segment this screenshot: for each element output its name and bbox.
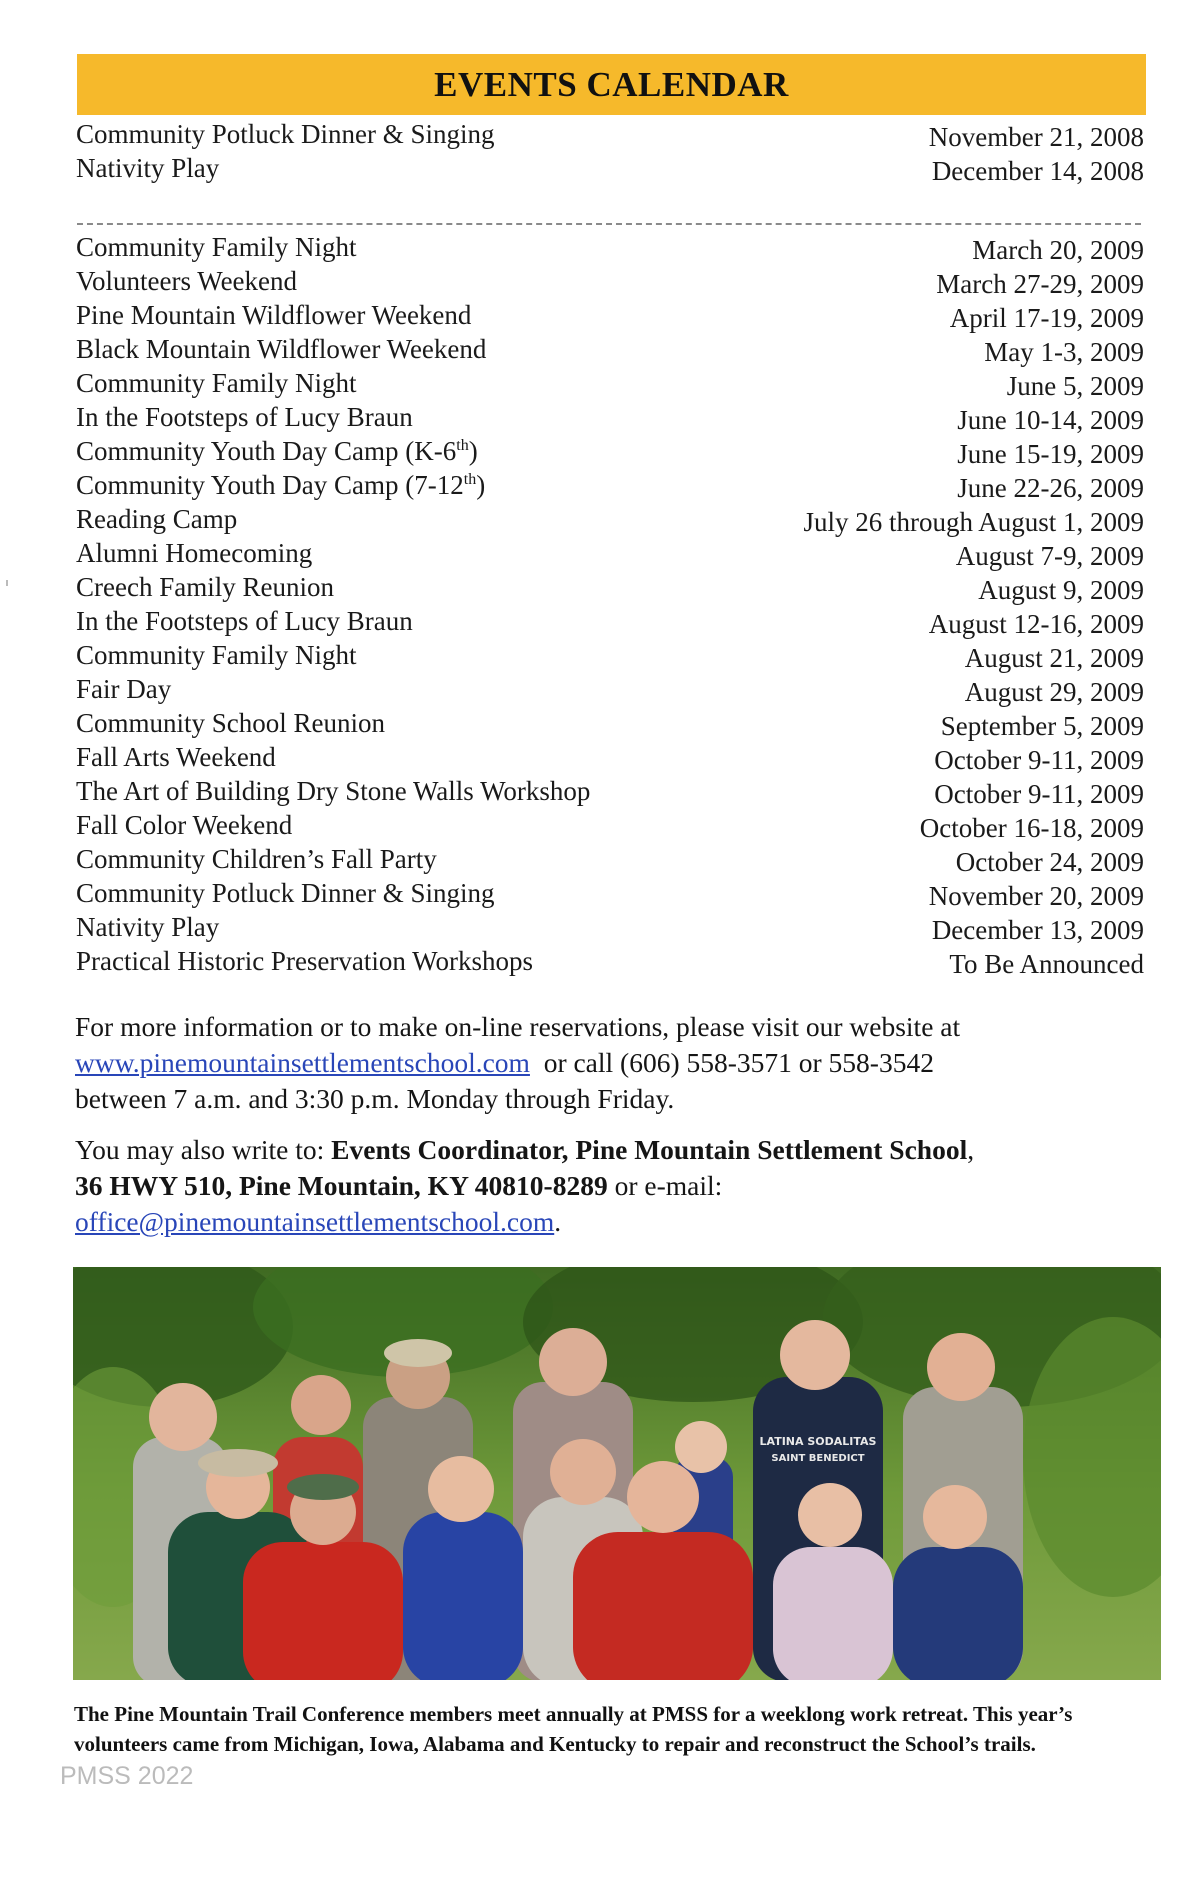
event-name: Black Mountain Wildflower Weekend	[76, 334, 487, 364]
list-item	[76, 674, 1144, 708]
event-date: June 5, 2009	[1006, 371, 1144, 401]
comma: ,	[967, 1134, 975, 1165]
event-date: October 9-11, 2009	[934, 779, 1144, 809]
list-item	[76, 470, 1144, 504]
list-item	[76, 776, 1144, 810]
address-line-2: 36 HWY 510, Pine Mountain, KY 40810-8289	[75, 1170, 608, 1201]
event-name	[76, 436, 478, 467]
list-item	[76, 504, 1144, 538]
event-name: Community Family Night	[76, 232, 357, 262]
event-date: May 1-3, 2009	[984, 337, 1144, 367]
list-item	[76, 742, 1144, 776]
list-item	[76, 946, 1144, 980]
event-name-start: Community Youth Day Camp (7-12	[76, 470, 464, 500]
list-item	[76, 538, 1144, 572]
scan-edge-mark	[6, 580, 8, 586]
list-item	[76, 153, 1144, 187]
event-date: August 29, 2009	[964, 677, 1144, 707]
event-date: October 24, 2009	[955, 847, 1144, 877]
event-name: Fair Day	[76, 674, 172, 704]
event-name: Fall Arts Weekend	[76, 742, 276, 772]
event-date: March 20, 2009	[972, 235, 1144, 265]
event-date: July 26 through August 1, 2009	[803, 507, 1144, 537]
event-name: Fall Color Weekend	[76, 810, 293, 840]
photo-caption: The Pine Mountain Trail Conference members meet annually at PMSS for a weeklong work retreat. This year’s volunteers came from Michigan, Iowa, Alabama and Kentucky to repair and reconstruct the School’s trails.	[74, 1702, 1073, 1756]
event-name-end: )	[468, 436, 478, 466]
event-name: The Art of Building Dry Stone Walls Workshop	[76, 776, 591, 806]
event-name: In the Footsteps of Lucy Braun	[76, 402, 413, 432]
list-item	[76, 606, 1144, 640]
event-name: Community Potluck Dinner & Singing	[76, 878, 495, 908]
list-item	[76, 402, 1144, 436]
list-item	[76, 708, 1144, 742]
group-photo	[73, 1267, 1161, 1680]
list-item	[76, 300, 1144, 334]
list-item	[76, 334, 1144, 368]
info-paragraph	[75, 1009, 1155, 1117]
event-date: November 21, 2008	[928, 122, 1144, 152]
event-name: Nativity Play	[76, 912, 220, 942]
list-item	[76, 912, 1144, 946]
event-date: To Be Announced	[949, 949, 1144, 979]
event-date: August 21, 2009	[964, 643, 1144, 673]
ordinal-suffix: th	[456, 437, 469, 454]
event-name: Community School Reunion	[76, 708, 386, 738]
event-date: August 9, 2009	[978, 575, 1144, 605]
event-date: December 14, 2008	[931, 156, 1144, 186]
list-item	[76, 119, 1144, 153]
event-date: June 22-26, 2009	[957, 473, 1144, 503]
event-name: Nativity Play	[76, 153, 220, 183]
list-item	[76, 844, 1144, 878]
list-item	[76, 368, 1144, 402]
event-name: In the Footsteps of Lucy Braun	[76, 606, 413, 636]
period: .	[554, 1206, 562, 1237]
watermark: PMSS 2022	[60, 1762, 194, 1790]
address-line-1: Events Coordinator, Pine Mountain Settlement School	[331, 1134, 968, 1165]
event-date: November 20, 2009	[928, 881, 1144, 911]
list-item	[76, 640, 1144, 674]
list-item	[76, 436, 1144, 470]
event-date: March 27-29, 2009	[936, 269, 1144, 299]
shirt-text-1: LATINA SODALITAS	[759, 1435, 877, 1448]
event-name: Community Potluck Dinner & Singing	[76, 119, 495, 149]
event-date: June 10-14, 2009	[957, 405, 1144, 435]
write-prefix: You may also write to:	[75, 1134, 325, 1165]
email-link[interactable]: office@pinemountainsettlementschool.com	[75, 1206, 555, 1237]
hours-text: between 7 a.m. and 3:30 p.m. Monday through Friday.	[75, 1083, 675, 1114]
event-name: Volunteers Weekend	[76, 266, 298, 296]
email-prefix: or e-mail:	[614, 1170, 723, 1201]
event-date: June 15-19, 2009	[957, 439, 1144, 469]
event-date: October 9-11, 2009	[934, 745, 1144, 775]
event-date: October 16-18, 2009	[919, 813, 1144, 843]
event-name: Community Family Night	[76, 640, 357, 670]
event-date: April 17-19, 2009	[949, 303, 1144, 333]
list-item	[76, 232, 1144, 266]
event-name: Practical Historic Preservation Workshops	[76, 946, 533, 976]
ordinal-suffix: th	[463, 471, 477, 488]
event-name: Pine Mountain Wildflower Weekend	[76, 300, 472, 330]
event-date: December 13, 2009	[931, 915, 1144, 945]
event-name-end: )	[476, 470, 486, 500]
event-date: August 7-9, 2009	[955, 541, 1144, 571]
list-item	[76, 878, 1144, 912]
info-text: For more information or to make on-line reservations, please visit our website at	[75, 1011, 961, 1042]
group-photo-illustration	[73, 1267, 1161, 1680]
event-date: August 12-16, 2009	[928, 609, 1144, 639]
list-item	[76, 810, 1144, 844]
page-title: EVENTS CALENDAR	[434, 64, 789, 104]
event-date: September 5, 2009	[940, 711, 1144, 741]
event-name	[76, 470, 485, 501]
dashed-divider	[77, 223, 1141, 225]
event-name: Creech Family Reunion	[76, 572, 334, 602]
phone-text: or call (606) 558-3571 or 558-3542	[543, 1047, 934, 1078]
event-name-start: Community Youth Day Camp (K-6	[76, 436, 457, 466]
list-item	[76, 266, 1144, 300]
list-item	[76, 572, 1144, 606]
events-calendar-banner	[77, 54, 1146, 115]
shirt-text-2: SAINT BENEDICT	[771, 1453, 865, 1464]
address-paragraph	[75, 1132, 1155, 1240]
event-name: Community Children’s Fall Party	[76, 844, 437, 874]
event-name: Community Family Night	[76, 368, 357, 398]
event-name: Reading Camp	[76, 504, 238, 534]
website-link[interactable]: www.pinemountainsettlementschool.com	[75, 1047, 530, 1078]
event-name: Alumni Homecoming	[76, 538, 313, 568]
